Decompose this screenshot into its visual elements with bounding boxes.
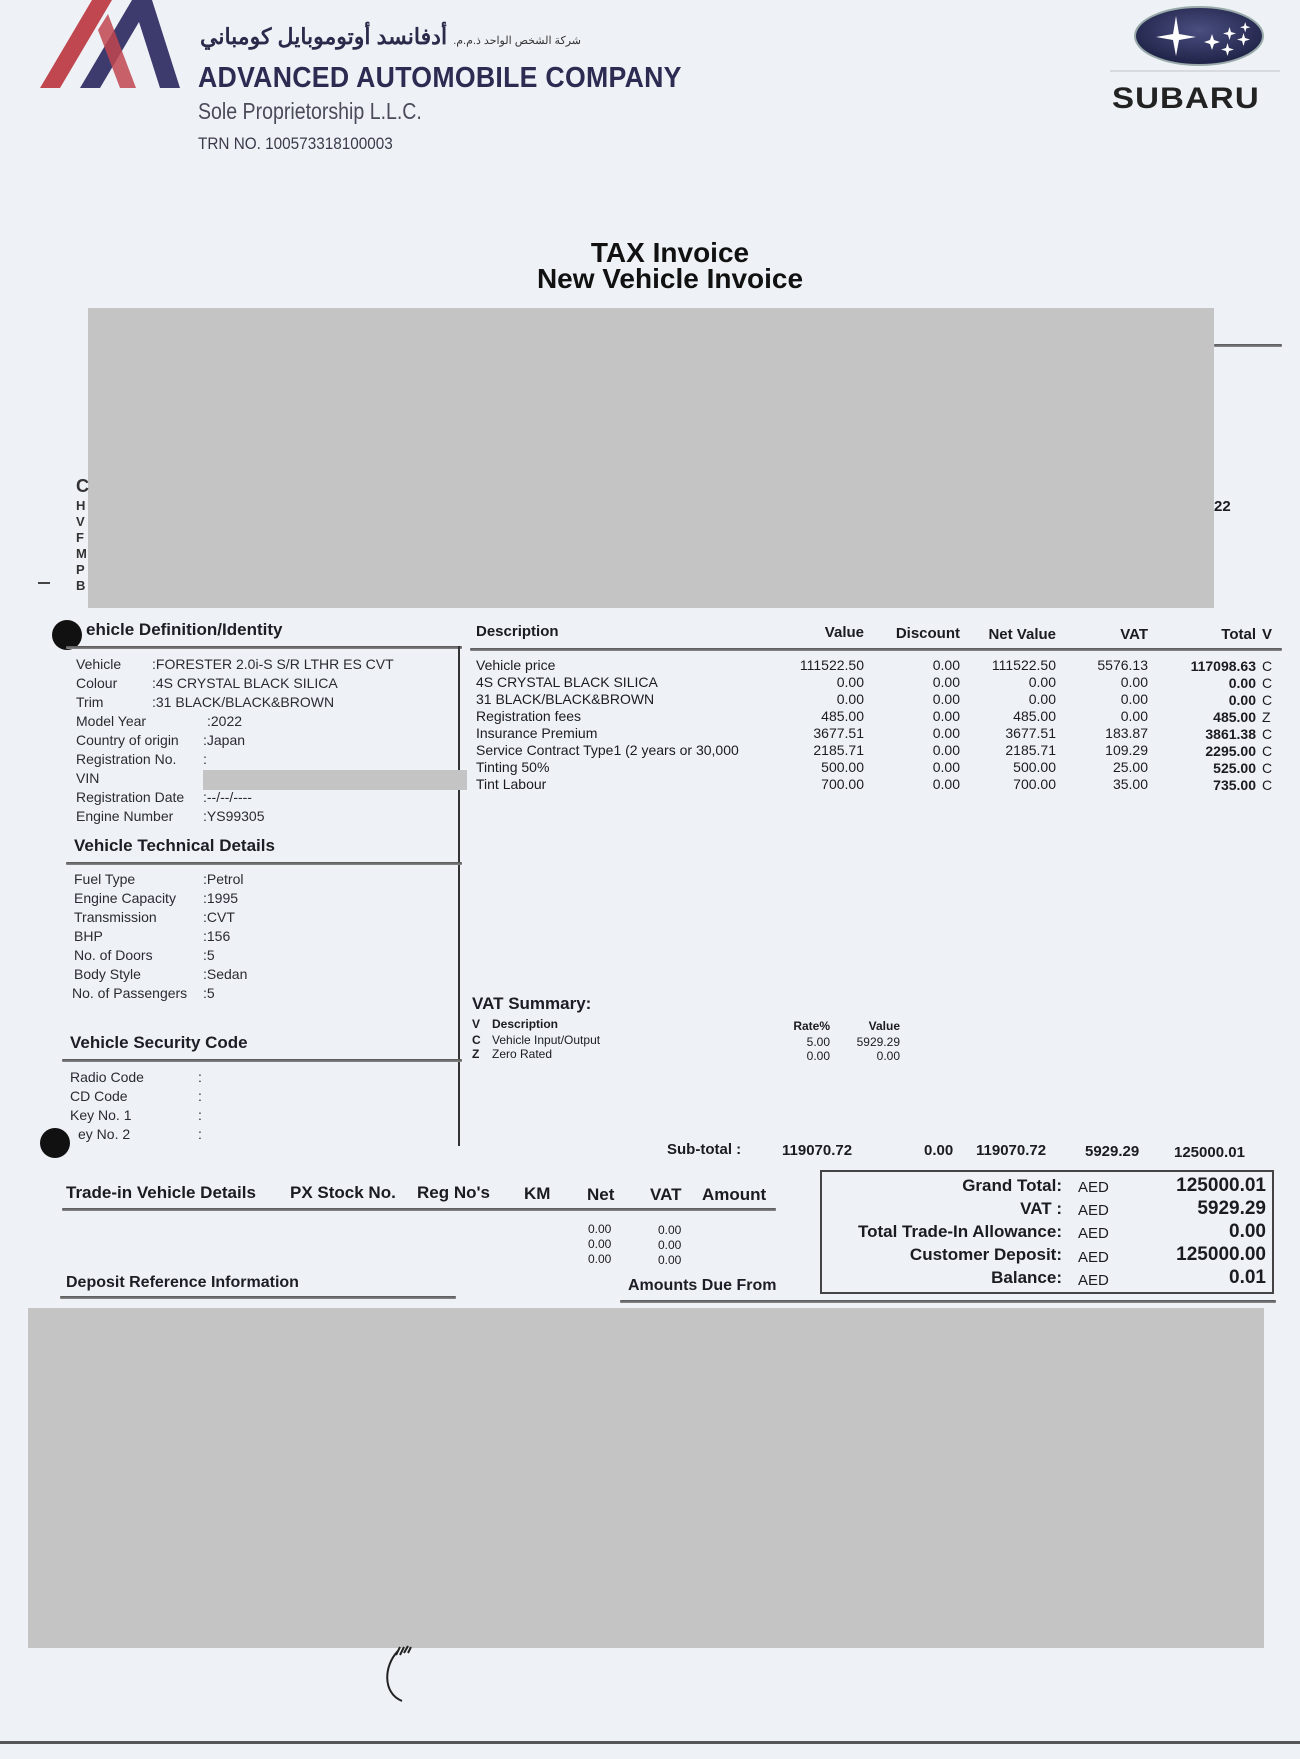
vat-rate-header: Rate%	[793, 1019, 830, 1033]
identity-row	[76, 712, 243, 731]
technical-label: Transmission	[74, 909, 157, 925]
line-description: Tinting 50%	[476, 759, 550, 775]
technical-value: :5	[203, 985, 215, 1001]
net-header: Net	[587, 1185, 615, 1204]
identity-row	[76, 655, 394, 674]
col-discount: Discount	[895, 625, 960, 642]
line-value: 111522.50	[799, 657, 864, 673]
subtotal-discount: 0.00	[924, 1142, 954, 1159]
line-value: 0.00	[836, 674, 864, 690]
technical-label: Body Style	[74, 966, 141, 982]
line-vat: 35.00	[1112, 776, 1148, 792]
redacted-customer-block	[88, 308, 1214, 608]
col-vat-code: V	[1262, 626, 1273, 643]
identity-label: Engine Number	[76, 808, 174, 824]
line-total: 0.00	[1228, 675, 1256, 691]
line-vat: 183.87	[1105, 725, 1148, 741]
line-total: 525.00	[1213, 760, 1256, 776]
col-vat: VAT	[1120, 626, 1148, 643]
identity-label: Registration No.	[76, 751, 177, 767]
trade-in-allowance-label: Total Trade-In Allowance:	[857, 1222, 1062, 1241]
edge-letter: C	[76, 476, 89, 496]
line-vat-code: C	[1262, 726, 1273, 742]
line-description: Tint Labour	[476, 776, 547, 792]
vat-summary-heading: VAT Summary:	[472, 994, 592, 1013]
punch-hole	[40, 1128, 70, 1158]
line-vat-code: C	[1262, 675, 1273, 691]
vat-description: Zero Rated	[492, 1047, 553, 1061]
vat-total-label: VAT :	[1020, 1199, 1062, 1218]
subaru-emblem-icon	[1132, 4, 1266, 68]
col-description: Description	[476, 623, 559, 640]
company-type-arabic: شركة الشخص الواحد ذ.م.م.	[453, 35, 581, 47]
header-rule-right	[1214, 344, 1282, 347]
edge-letter: P	[76, 562, 85, 577]
line-vat: 109.29	[1105, 742, 1148, 758]
trade-in-rule	[62, 1208, 776, 1211]
identity-label: Model Year	[76, 713, 147, 729]
page-left-edge-mark	[38, 582, 50, 584]
security-row	[70, 1068, 202, 1087]
identity-label: Trim	[76, 694, 104, 710]
edge-letter: B	[76, 578, 86, 593]
line-description: 4S CRYSTAL BLACK SILICA	[476, 674, 658, 690]
identity-row	[76, 769, 99, 788]
document-subtitle: New Vehicle Invoice	[536, 263, 804, 294]
identity-row	[76, 731, 246, 750]
identity-label: Registration Date	[76, 789, 185, 805]
identity-row	[76, 807, 265, 826]
vat-summary-row	[472, 1033, 601, 1047]
trade-in-allowance-currency: AED	[1078, 1225, 1109, 1242]
line-value: 3677.51	[813, 725, 864, 741]
trade-in-net: 0.00	[588, 1222, 612, 1236]
grand-total-label: Grand Total:	[962, 1176, 1062, 1195]
vehicle-identity-heading: ehicle Definition/Identity	[86, 620, 283, 639]
deposit-rule	[60, 1296, 456, 1299]
line-net: 0.00	[1028, 691, 1056, 707]
line-vat: 5576.13	[1097, 657, 1148, 673]
vat-rate: 0.00	[806, 1049, 830, 1063]
identity-value: :2022	[207, 713, 243, 729]
line-net: 485.00	[1013, 708, 1056, 724]
right-fragment: 22	[1214, 498, 1231, 515]
technical-label: No. of Doors	[74, 947, 153, 963]
identity-row	[76, 750, 207, 769]
security-label: Key No. 1	[70, 1107, 132, 1123]
line-description: Insurance Premium	[476, 725, 598, 741]
page-bottom-rule	[0, 1741, 1300, 1744]
grand-total-currency: AED	[1078, 1179, 1109, 1196]
technical-label: Engine Capacity	[74, 890, 176, 906]
line-net: 700.00	[1013, 776, 1056, 792]
trade-in-vat: 0.00	[658, 1223, 682, 1237]
col-value: Value	[824, 624, 864, 641]
technical-label: Fuel Type	[74, 871, 136, 887]
balance-label: Balance:	[991, 1268, 1062, 1287]
vat-summary-header	[472, 1017, 559, 1031]
col-total: Total	[1221, 626, 1256, 643]
identity-row	[76, 788, 252, 807]
technical-heading: Vehicle Technical Details	[74, 836, 275, 855]
line-vat-code: C	[1262, 743, 1273, 759]
trade-in-net: 0.00	[588, 1237, 612, 1251]
identity-value: :	[203, 751, 207, 767]
company-type: Sole Proprietorship L.L.C.	[198, 98, 422, 124]
subtotal-total: 125000.01	[1174, 1144, 1245, 1161]
line-discount: 0.00	[932, 708, 960, 724]
line-discount: 0.00	[932, 657, 960, 673]
vat-value: 5929.29	[856, 1035, 900, 1049]
line-vat: 0.00	[1120, 691, 1148, 707]
brand-name: SUBARU	[1112, 82, 1260, 115]
line-total: 2295.00	[1205, 743, 1256, 759]
technical-value: :Sedan	[203, 966, 248, 982]
vat-code-header: V	[472, 1017, 481, 1031]
security-value: :	[198, 1126, 202, 1142]
security-row	[70, 1087, 202, 1106]
edge-letter: V	[76, 514, 85, 529]
technical-row	[74, 870, 244, 889]
security-value: :	[198, 1107, 202, 1123]
identity-row	[76, 693, 335, 712]
totals-box	[820, 1170, 1274, 1294]
subtotal-net: 119070.72	[976, 1142, 1047, 1159]
technical-row	[74, 889, 239, 908]
company-name-arabic-text: أدفانسد أوتوموبايل كومباني	[200, 24, 448, 49]
left-column-border	[458, 646, 460, 1146]
line-total: 735.00	[1213, 777, 1256, 793]
technical-label: BHP	[74, 928, 103, 944]
identity-row	[76, 674, 338, 693]
line-vat-code: C	[1262, 777, 1273, 793]
line-vat: 0.00	[1120, 708, 1148, 724]
technical-value: :5	[203, 947, 215, 963]
subtotal-label: Sub-total :	[667, 1141, 742, 1158]
line-net: 3677.51	[1005, 725, 1056, 741]
left-edge-letters	[76, 478, 89, 594]
km-header: KM	[524, 1184, 551, 1203]
company-name-arabic	[200, 24, 581, 50]
reg-nos-header: Reg No's	[417, 1183, 490, 1202]
trade-in-net: 0.00	[588, 1252, 612, 1266]
identity-label: VIN	[76, 770, 100, 786]
vat-description-header: Description	[492, 1017, 559, 1031]
edge-letter: F	[76, 530, 84, 545]
vat-code: C	[472, 1033, 481, 1047]
identity-label: Colour	[76, 675, 118, 691]
vat-summary-row	[472, 1047, 553, 1061]
line-net: 2185.71	[1005, 742, 1056, 758]
line-total: 485.00	[1213, 709, 1256, 725]
security-label: Radio Code	[70, 1069, 144, 1085]
company-name: ADVANCED AUTOMOBILE COMPANY	[198, 62, 682, 94]
col-net-value: Net Value	[988, 626, 1056, 643]
vat-value: 0.00	[876, 1049, 900, 1063]
identity-rule	[66, 646, 462, 649]
technical-value: :156	[203, 928, 231, 944]
customer-deposit-label: Customer Deposit:	[909, 1245, 1062, 1264]
company-trn: TRN NO. 100573318100003	[198, 134, 393, 153]
vat-total-value: 5929.29	[1197, 1198, 1266, 1219]
technical-rule	[66, 862, 462, 865]
line-items-rule	[470, 648, 1282, 651]
line-total: 3861.38	[1205, 726, 1256, 742]
line-vat-code: Z	[1262, 709, 1271, 725]
security-label: ey No. 2	[78, 1126, 131, 1142]
vat-header: VAT	[650, 1185, 682, 1204]
identity-value: :31 BLACK/BLACK&BROWN	[152, 694, 335, 710]
line-description: Registration fees	[476, 708, 582, 724]
line-value: 500.00	[821, 759, 864, 775]
line-vat-code: C	[1262, 760, 1273, 776]
balance-value: 0.01	[1229, 1267, 1266, 1288]
trade-in-allowance-value: 0.00	[1229, 1221, 1266, 1242]
technical-label: No. of Passengers	[72, 985, 188, 1001]
subtotal-value: 119070.72	[782, 1142, 853, 1159]
line-total: 117098.63	[1190, 658, 1256, 674]
redacted-bottom-block	[28, 1308, 1264, 1648]
technical-row	[74, 908, 235, 927]
identity-value: :--/--/----	[203, 789, 252, 805]
edge-letter: M	[76, 546, 87, 561]
line-discount: 0.00	[932, 759, 960, 775]
line-value: 0.00	[836, 691, 864, 707]
line-description: Vehicle price	[476, 657, 556, 673]
identity-label: Vehicle	[76, 656, 122, 672]
line-net: 500.00	[1013, 759, 1056, 775]
amount-header: Amount	[702, 1185, 767, 1204]
line-value: 700.00	[821, 776, 864, 792]
technical-value: :CVT	[203, 909, 235, 925]
document-title: TAX Invoice	[590, 237, 750, 268]
trade-in-details-header: Trade-in Vehicle Details	[66, 1183, 256, 1202]
line-discount: 0.00	[932, 776, 960, 792]
grand-total-value: 125000.01	[1176, 1175, 1266, 1196]
faint-print-line	[1110, 70, 1280, 72]
line-total: 0.00	[1228, 692, 1256, 708]
trade-in-vat: 0.00	[658, 1253, 682, 1267]
line-value: 2185.71	[813, 742, 864, 758]
security-row	[78, 1125, 202, 1144]
subtotal-vat: 5929.29	[1085, 1143, 1140, 1160]
amounts-due-rule	[620, 1300, 1276, 1303]
identity-value: :4S CRYSTAL BLACK SILICA	[152, 675, 338, 691]
line-description: 31 BLACK/BLACK&BROWN	[476, 691, 655, 707]
redacted-vin	[203, 770, 467, 790]
identity-value: :YS99305	[203, 808, 265, 824]
vat-description: Vehicle Input/Output	[492, 1033, 601, 1047]
identity-value: :FORESTER 2.0i-S S/R LTHR ES CVT	[152, 656, 394, 672]
edge-letter: H	[76, 498, 86, 513]
security-heading: Vehicle Security Code	[70, 1033, 248, 1052]
identity-label: Country of origin	[76, 732, 179, 748]
vat-rate: 5.00	[806, 1035, 830, 1049]
line-vat: 0.00	[1120, 674, 1148, 690]
security-rule	[62, 1059, 462, 1062]
line-net: 111522.50	[991, 657, 1056, 673]
line-discount: 0.00	[932, 691, 960, 707]
technical-row	[72, 984, 215, 1003]
line-discount: 0.00	[932, 725, 960, 741]
line-vat-code: C	[1262, 658, 1273, 674]
line-net: 0.00	[1028, 674, 1056, 690]
security-value: :	[198, 1088, 202, 1104]
amounts-due-heading: Amounts Due From	[628, 1277, 777, 1294]
line-vat-code: C	[1262, 692, 1273, 708]
balance-currency: AED	[1078, 1272, 1109, 1289]
trade-in-vat: 0.00	[658, 1238, 682, 1252]
technical-row	[74, 927, 231, 946]
identity-value: :Japan	[203, 732, 246, 748]
line-value: 485.00	[821, 708, 864, 724]
security-row	[70, 1106, 202, 1125]
technical-value: :Petrol	[203, 871, 244, 887]
line-vat: 25.00	[1112, 759, 1148, 775]
deposit-heading: Deposit Reference Information	[66, 1274, 299, 1291]
technical-value: :1995	[203, 890, 239, 906]
technical-row	[74, 965, 248, 984]
px-stock-header: PX Stock No.	[290, 1183, 396, 1202]
vat-code: Z	[472, 1047, 480, 1061]
line-discount: 0.00	[932, 742, 960, 758]
security-label: CD Code	[70, 1088, 128, 1104]
line-description: Service Contract Type1 (2 years or 30,000	[476, 742, 739, 758]
vat-value-header: Value	[868, 1019, 900, 1033]
signature-icon	[380, 1645, 440, 1715]
customer-deposit-value: 125000.00	[1176, 1244, 1266, 1265]
security-value: :	[198, 1069, 202, 1085]
line-discount: 0.00	[932, 674, 960, 690]
customer-deposit-currency: AED	[1078, 1249, 1109, 1266]
vat-total-currency: AED	[1078, 1202, 1109, 1219]
company-logo-icon	[40, 0, 180, 90]
technical-row	[74, 946, 215, 965]
